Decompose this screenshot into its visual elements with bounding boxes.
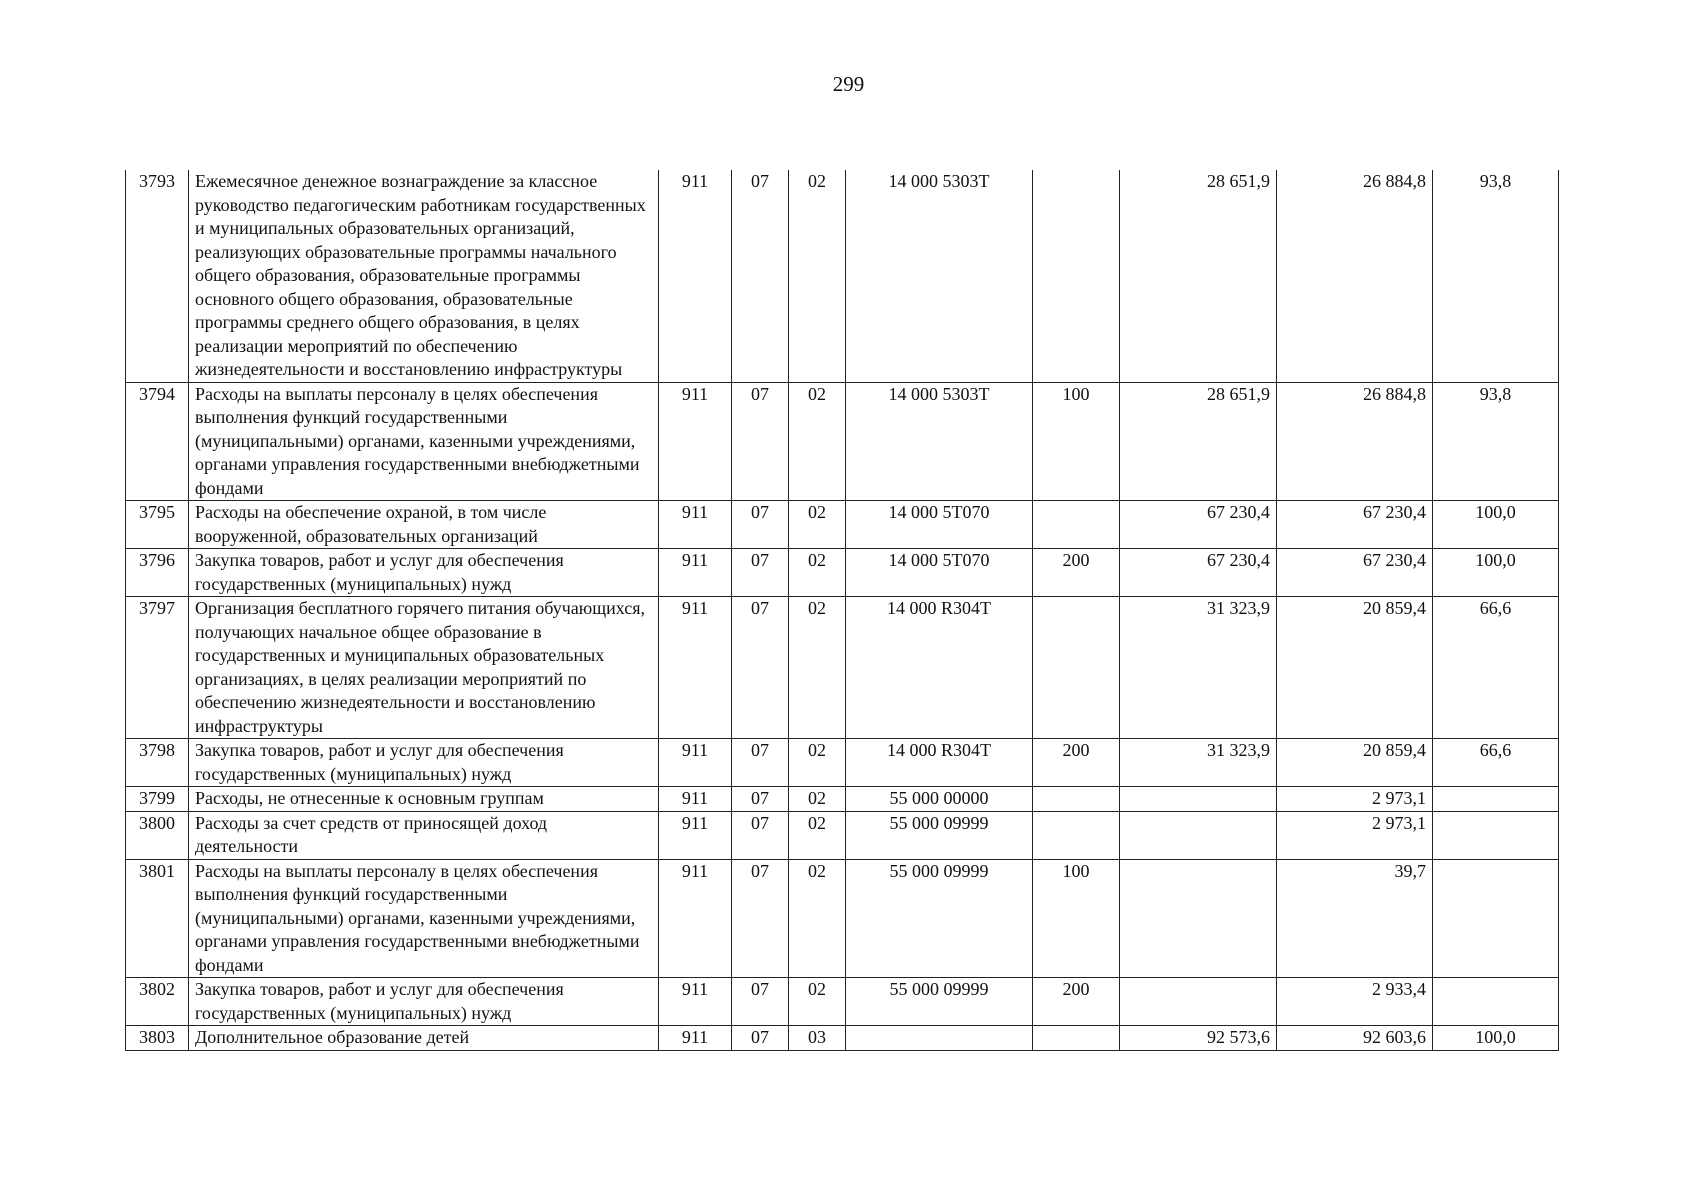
- department-code-cell: 911: [659, 597, 732, 739]
- table-row: [126, 501, 1559, 549]
- expense-type-cell: 200: [1033, 978, 1120, 1026]
- expense-type-cell: [1033, 787, 1120, 812]
- section-code-cell: 07: [732, 859, 789, 978]
- expense-type-cell: [1033, 501, 1120, 549]
- planned-amount-cell: 28 651,9: [1120, 170, 1277, 382]
- execution-percent-cell: 100,0: [1433, 1026, 1559, 1051]
- table-row: [126, 170, 1559, 382]
- actual-amount-cell: 26 884,8: [1277, 382, 1433, 501]
- section-code-cell: 07: [732, 501, 789, 549]
- planned-amount-cell: 28 651,9: [1120, 382, 1277, 501]
- description-cell: Ежемесячное денежное вознаграждение за классное руководство педагогическим работникам государственных и муниципальных образовательных организаций, реализующих образовательные программы начального общего образования, образовательные программы основного общего образования, образовательные программы среднего общего образования, в целях реализации мероприятий по обеспечению жизнедеятельности и восстановлению инфраструктуры: [189, 170, 659, 382]
- actual-amount-cell: 20 859,4: [1277, 597, 1433, 739]
- planned-amount-cell: [1120, 859, 1277, 978]
- table-row: [126, 1026, 1559, 1051]
- target-article-cell: [846, 1026, 1033, 1051]
- actual-amount-cell: 67 230,4: [1277, 501, 1433, 549]
- table-row: [126, 978, 1559, 1026]
- row-number-cell: 3794: [126, 382, 189, 501]
- subsection-code-cell: 02: [789, 501, 846, 549]
- section-code-cell: 07: [732, 597, 789, 739]
- execution-percent-cell: 100,0: [1433, 549, 1559, 597]
- execution-percent-cell: 100,0: [1433, 501, 1559, 549]
- actual-amount-cell: 20 859,4: [1277, 739, 1433, 787]
- planned-amount-cell: 67 230,4: [1120, 501, 1277, 549]
- description-cell: Дополнительное образование детей: [189, 1026, 659, 1051]
- row-number-cell: 3795: [126, 501, 189, 549]
- section-code-cell: 07: [732, 739, 789, 787]
- row-number-cell: 3803: [126, 1026, 189, 1051]
- section-code-cell: 07: [732, 978, 789, 1026]
- target-article-cell: 14 000 R304Т: [846, 739, 1033, 787]
- department-code-cell: 911: [659, 859, 732, 978]
- execution-percent-cell: 93,8: [1433, 382, 1559, 501]
- subsection-code-cell: 02: [789, 859, 846, 978]
- row-number-cell: 3796: [126, 549, 189, 597]
- description-cell: Расходы на обеспечение охраной, в том числе вооруженной, образовательных организаций: [189, 501, 659, 549]
- table-row: [126, 811, 1559, 859]
- execution-percent-cell: [1433, 787, 1559, 812]
- section-code-cell: 07: [732, 787, 789, 812]
- subsection-code-cell: 02: [789, 978, 846, 1026]
- planned-amount-cell: [1120, 811, 1277, 859]
- row-number-cell: 3801: [126, 859, 189, 978]
- planned-amount-cell: [1120, 978, 1277, 1026]
- expense-type-cell: 100: [1033, 382, 1120, 501]
- execution-percent-cell: 93,8: [1433, 170, 1559, 382]
- subsection-code-cell: 02: [789, 811, 846, 859]
- table-row: [126, 787, 1559, 812]
- actual-amount-cell: 26 884,8: [1277, 170, 1433, 382]
- subsection-code-cell: 02: [789, 739, 846, 787]
- subsection-code-cell: 02: [789, 787, 846, 812]
- expense-type-cell: 100: [1033, 859, 1120, 978]
- target-article-cell: 14 000 R304Т: [846, 597, 1033, 739]
- department-code-cell: 911: [659, 549, 732, 597]
- department-code-cell: 911: [659, 811, 732, 859]
- description-cell: Расходы, не отнесенные к основным группам: [189, 787, 659, 812]
- table-row: [126, 382, 1559, 501]
- table-row: [126, 739, 1559, 787]
- target-article-cell: 14 000 5Т070: [846, 549, 1033, 597]
- target-article-cell: 14 000 5Т070: [846, 501, 1033, 549]
- description-cell: Организация бесплатного горячего питания обучающихся, получающих начальное общее образование в государственных и муниципальных образовательных организациях, в целях реализации мероприятий по обеспечению жизнедеятельности и восстановлению инфраструктуры: [189, 597, 659, 739]
- description-cell: Расходы на выплаты персоналу в целях обеспечения выполнения функций государственными (муниципальными) органами, казенными учреждениями, органами управления государственными внебюджетными фондами: [189, 859, 659, 978]
- row-number-cell: 3797: [126, 597, 189, 739]
- target-article-cell: 14 000 5303Т: [846, 382, 1033, 501]
- row-number-cell: 3799: [126, 787, 189, 812]
- table-row: [126, 859, 1559, 978]
- planned-amount-cell: 67 230,4: [1120, 549, 1277, 597]
- subsection-code-cell: 02: [789, 549, 846, 597]
- target-article-cell: 55 000 09999: [846, 859, 1033, 978]
- description-cell: Закупка товаров, работ и услуг для обеспечения государственных (муниципальных) нужд: [189, 549, 659, 597]
- planned-amount-cell: 31 323,9: [1120, 597, 1277, 739]
- department-code-cell: 911: [659, 501, 732, 549]
- subsection-code-cell: 02: [789, 170, 846, 382]
- execution-percent-cell: [1433, 859, 1559, 978]
- department-code-cell: 911: [659, 787, 732, 812]
- description-cell: Расходы на выплаты персоналу в целях обеспечения выполнения функций государственными (муниципальными) органами, казенными учреждениями, органами управления государственными внебюджетными фондами: [189, 382, 659, 501]
- expense-type-cell: [1033, 811, 1120, 859]
- subsection-code-cell: 03: [789, 1026, 846, 1051]
- actual-amount-cell: 39,7: [1277, 859, 1433, 978]
- expense-type-cell: [1033, 597, 1120, 739]
- expense-type-cell: [1033, 170, 1120, 382]
- row-number-cell: 3798: [126, 739, 189, 787]
- table-row: [126, 549, 1559, 597]
- department-code-cell: 911: [659, 978, 732, 1026]
- actual-amount-cell: 67 230,4: [1277, 549, 1433, 597]
- actual-amount-cell: 2 933,4: [1277, 978, 1433, 1026]
- subsection-code-cell: 02: [789, 382, 846, 501]
- actual-amount-cell: 2 973,1: [1277, 787, 1433, 812]
- description-cell: Расходы за счет средств от приносящей доход деятельности: [189, 811, 659, 859]
- budget-table: [125, 170, 1559, 1051]
- execution-percent-cell: [1433, 811, 1559, 859]
- actual-amount-cell: 2 973,1: [1277, 811, 1433, 859]
- table-row: [126, 597, 1559, 739]
- execution-percent-cell: [1433, 978, 1559, 1026]
- row-number-cell: 3800: [126, 811, 189, 859]
- actual-amount-cell: 92 603,6: [1277, 1026, 1433, 1051]
- section-code-cell: 07: [732, 1026, 789, 1051]
- section-code-cell: 07: [732, 170, 789, 382]
- row-number-cell: 3793: [126, 170, 189, 382]
- target-article-cell: 55 000 09999: [846, 811, 1033, 859]
- execution-percent-cell: 66,6: [1433, 739, 1559, 787]
- section-code-cell: 07: [732, 811, 789, 859]
- department-code-cell: 911: [659, 1026, 732, 1051]
- section-code-cell: 07: [732, 382, 789, 501]
- section-code-cell: 07: [732, 549, 789, 597]
- target-article-cell: 14 000 5303Т: [846, 170, 1033, 382]
- expense-type-cell: 200: [1033, 549, 1120, 597]
- target-article-cell: 55 000 00000: [846, 787, 1033, 812]
- execution-percent-cell: 66,6: [1433, 597, 1559, 739]
- department-code-cell: 911: [659, 382, 732, 501]
- planned-amount-cell: 31 323,9: [1120, 739, 1277, 787]
- description-cell: Закупка товаров, работ и услуг для обеспечения государственных (муниципальных) нужд: [189, 739, 659, 787]
- table-body: [126, 170, 1559, 1050]
- subsection-code-cell: 02: [789, 597, 846, 739]
- department-code-cell: 911: [659, 170, 732, 382]
- department-code-cell: 911: [659, 739, 732, 787]
- expense-type-cell: [1033, 1026, 1120, 1051]
- planned-amount-cell: 92 573,6: [1120, 1026, 1277, 1051]
- page-number: 299: [832, 72, 865, 96]
- target-article-cell: 55 000 09999: [846, 978, 1033, 1026]
- expense-type-cell: 200: [1033, 739, 1120, 787]
- row-number-cell: 3802: [126, 978, 189, 1026]
- planned-amount-cell: [1120, 787, 1277, 812]
- description-cell: Закупка товаров, работ и услуг для обеспечения государственных (муниципальных) нужд: [189, 978, 659, 1026]
